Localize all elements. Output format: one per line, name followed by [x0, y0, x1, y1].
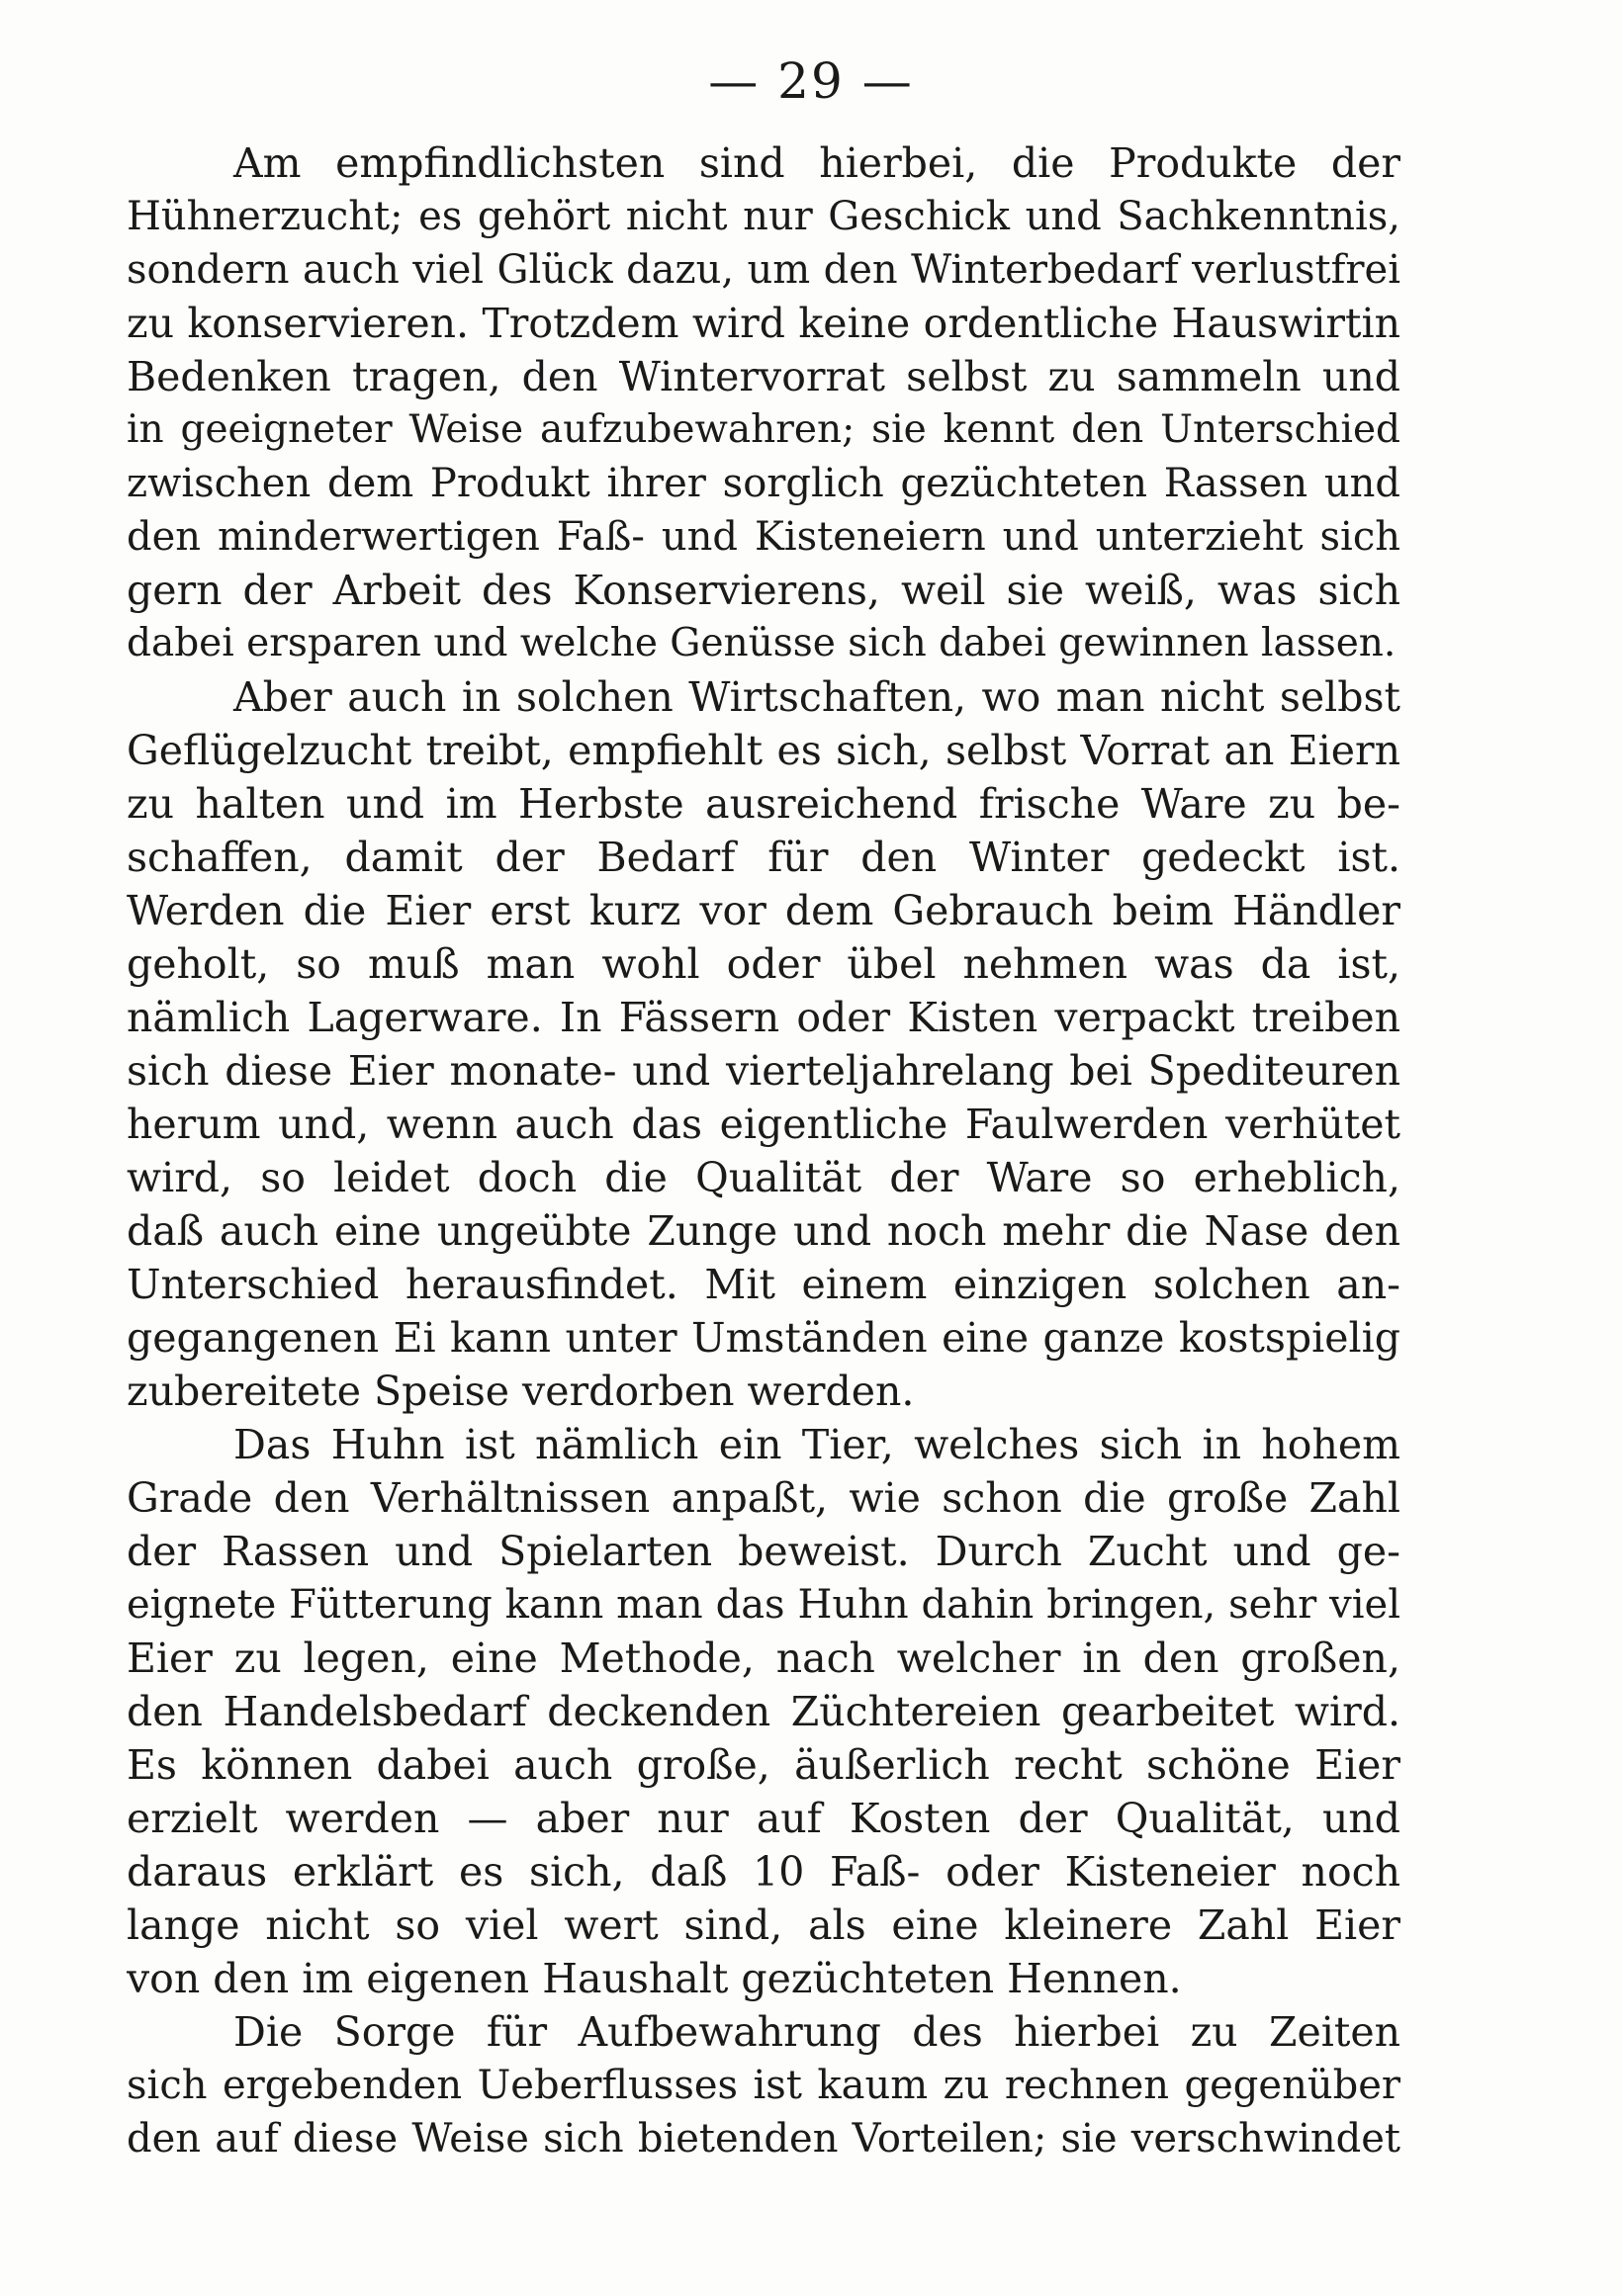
text-line: Aber auch in solchen Wirtschaften, wo man nicht selbst	[233, 673, 1400, 721]
text-line: Es können dabei auch große, äußerlich recht schöne Eier	[127, 1741, 1400, 1789]
text-line: gegangenen Ei kann unter Umständen eine ganze kostspielig	[127, 1314, 1400, 1362]
text-line: wird, so leidet doch die Qualität der Ware so erheblich,	[127, 1154, 1400, 1201]
text-line: Die Sorge für Aufbewahrung des hierbei zu Zeiten	[233, 2008, 1400, 2056]
text-line: geholt, so muß man wohl oder übel nehmen was da ist,	[127, 940, 1400, 988]
text-line: von den im eigenen Haushalt gezüchteten Hennen.	[127, 1955, 1182, 2002]
text-line: zubereitete Speise verdorben werden.	[127, 1368, 915, 1415]
text-line: Das Huhn ist nämlich ein Tier, welches sich in hohem	[233, 1421, 1400, 1468]
text-line: nämlich Lagerware. In Fässern oder Kisten verpackt treiben	[127, 994, 1400, 1041]
text-line: gern der Arbeit des Konservierens, weil sie weiß, was sich	[127, 567, 1400, 614]
text-line: Hühnerzucht; es gehört nicht nur Geschick und Sachkenntnis,	[127, 194, 1400, 239]
text-line: der Rassen und Spielarten beweist. Durch Zucht und ge-	[127, 1528, 1400, 1575]
text-line: Geflügelzucht treibt, empfiehlt es sich, selbst Vorrat an Eiern	[127, 727, 1400, 774]
text-line: sich ergebenden Ueberflusses ist kaum zu rechnen gegenüber	[127, 2063, 1400, 2108]
body-text	[127, 136, 1400, 2165]
text-line: erzielt werden — aber nur auf Kosten der Qualität, und	[127, 1795, 1400, 1842]
text-line: herum und, wenn auch das eigentliche Faulwerden verhütet	[127, 1101, 1400, 1148]
text-line: zu konservieren. Trotzdem wird keine ordentliche Hauswirtin	[127, 300, 1400, 347]
text-line: Bedenken tragen, den Wintervorrat selbst zu sammeln und	[127, 353, 1400, 400]
text-line: daraus erklärt es sich, daß 10 Faß- oder Kisteneier noch	[127, 1848, 1400, 1896]
text-line: Am empfindlichsten sind hierbei, die Produkte der	[233, 139, 1400, 187]
text-line: den minderwertigen Faß- und Kisteneiern und unterzieht sich	[127, 514, 1400, 560]
text-line: lange nicht so viel wert sind, als eine kleinere Zahl Eier	[127, 1901, 1400, 1949]
text-line: den Handelsbedarf deckenden Züchtereien gearbeitet wird.	[127, 1688, 1400, 1735]
text-line: sondern auch viel Glück dazu, um den Winterbedarf verlustfrei	[127, 247, 1400, 293]
text-line: dabei ersparen und welche Genüsse sich dabei gewinnen lassen.	[127, 621, 1397, 665]
text-line: zwischen dem Produkt ihrer sorglich gezüchteten Rassen und	[127, 461, 1400, 506]
text-line: eignete Fütterung kann man das Huhn dahin bringen, sehr viel	[127, 1582, 1400, 1628]
text-line: sich diese Eier monate- und vierteljahrelang bei Spediteuren	[127, 1047, 1400, 1095]
text-line: Grade den Verhältnissen anpaßt, wie schon die große Zahl	[127, 1474, 1400, 1522]
text-line: Werden die Eier erst kurz vor dem Gebrauch beim Händler	[127, 887, 1400, 934]
text-line: zu halten und im Herbste ausreichend frische Ware zu be-	[127, 780, 1400, 828]
text-line: daß auch eine ungeübte Zunge und noch mehr die Nase den	[127, 1207, 1400, 1255]
text-line: in geeigneter Weise aufzubewahren; sie kennt den Unterschied	[127, 407, 1400, 452]
text-line: Eier zu legen, eine Methode, nach welcher in den großen,	[127, 1634, 1400, 1682]
page-number: — 29 —	[708, 52, 914, 110]
text-line: Unterschied herausfindet. Mit einem einzigen solchen an-	[127, 1261, 1400, 1308]
text-line: den auf diese Weise sich bietenden Vorteilen; sie verschwindet	[127, 2116, 1400, 2162]
text-line: schaffen, damit der Bedarf für den Winter gedeckt ist.	[127, 834, 1400, 881]
